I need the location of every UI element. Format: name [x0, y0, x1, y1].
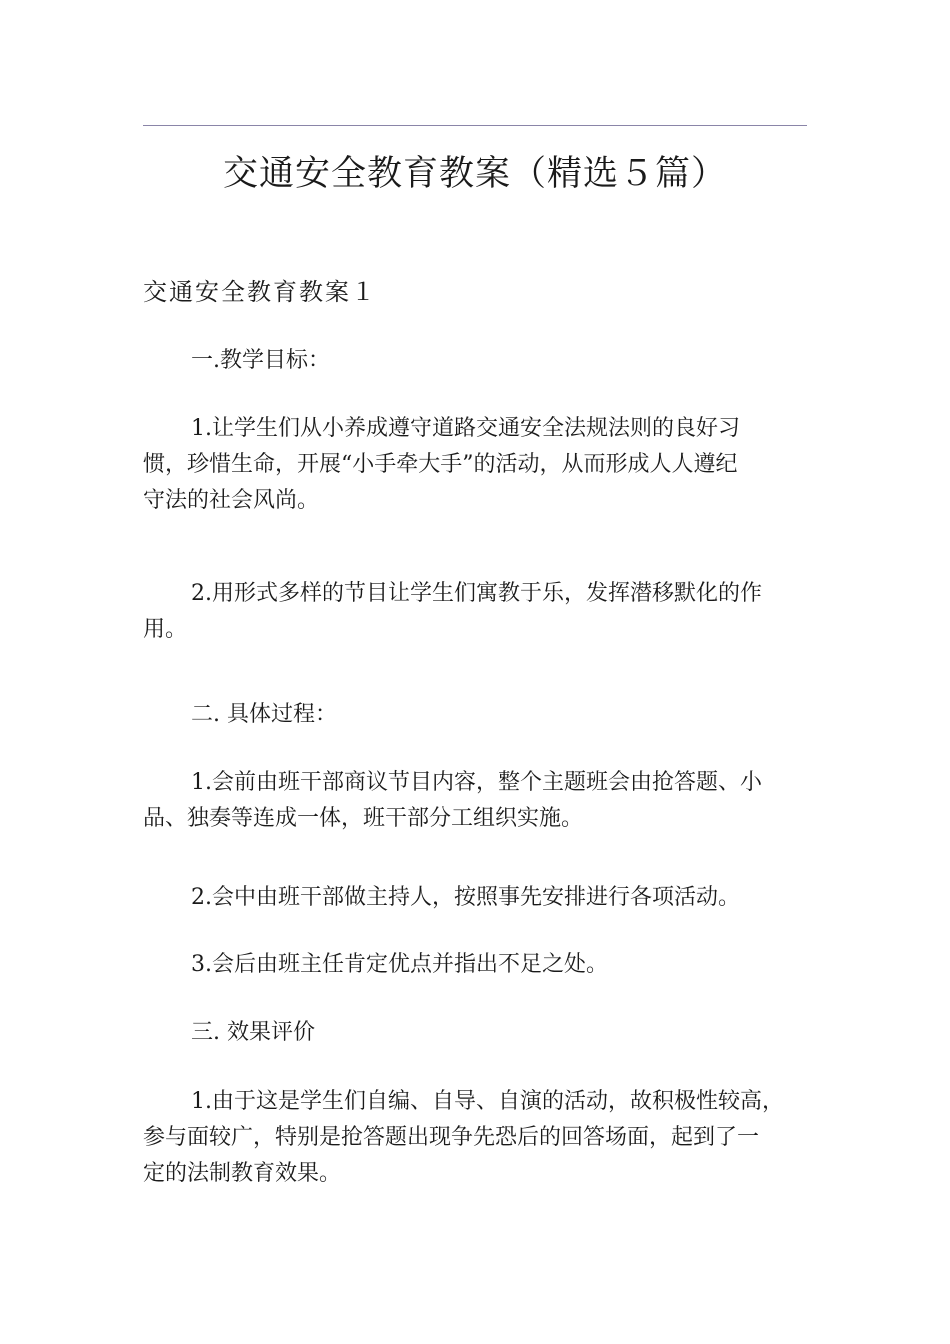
paragraph-line: 2.会中由班干部做主持人，按照事先安排进行各项活动。 [191, 885, 740, 910]
subheading-process [143, 697, 807, 733]
paragraph-line: 3.会后由班主任肯定优点并指出不足之处。 [191, 952, 608, 977]
paragraph-line: 2.用形式多样的节目让学生们寓教于乐，发挥潜移默化的作 [191, 581, 762, 606]
paragraph-line: 品、独奏等连成一体，班干部分工组织实施。 [143, 806, 584, 831]
paragraph-line: 惯，珍惜生命，开展“小手牵大手”的活动，从而形成人人遵纪 [143, 452, 738, 477]
section-heading: 交通安全教育教案１ [143, 278, 377, 306]
paragraph-goal-2 [143, 576, 807, 648]
paragraph-line: 1.让学生们从小养成遵守道路交通安全法规法则的良好习 [191, 416, 740, 441]
subheading-teaching-goals [143, 343, 807, 379]
paragraph-line: 定的法制教育效果。 [143, 1161, 342, 1186]
subheading-text: 二. 具体过程： [191, 702, 337, 727]
paragraph-evaluation-1 [143, 1084, 807, 1192]
paragraph-process-2 [143, 880, 807, 916]
paragraph-process-3 [143, 947, 807, 983]
paragraph-line: 用。 [143, 617, 188, 642]
paragraph-line: 1.会前由班干部商议节目内容，整个主题班会由抢答题、小 [191, 770, 762, 795]
subheading-text: 三. 效果评价 [191, 1020, 315, 1045]
header-rule [143, 125, 807, 126]
subheading-evaluation [143, 1015, 807, 1051]
paragraph-line: 守法的社会风尚。 [143, 488, 320, 513]
paragraph-line: 参与面较广，特别是抢答题出现争先恐后的回答场面，起到了一 [143, 1125, 760, 1150]
document-title: 交通安全教育教案（精选５篇） [222, 154, 727, 194]
paragraph-goal-1 [143, 411, 807, 519]
paragraph-process-1 [143, 765, 807, 837]
subheading-text: 一.教学目标： [191, 348, 330, 373]
paragraph-line: 1.由于这是学生们自编、自导、自演的活动，故积极性较高， [191, 1089, 784, 1114]
